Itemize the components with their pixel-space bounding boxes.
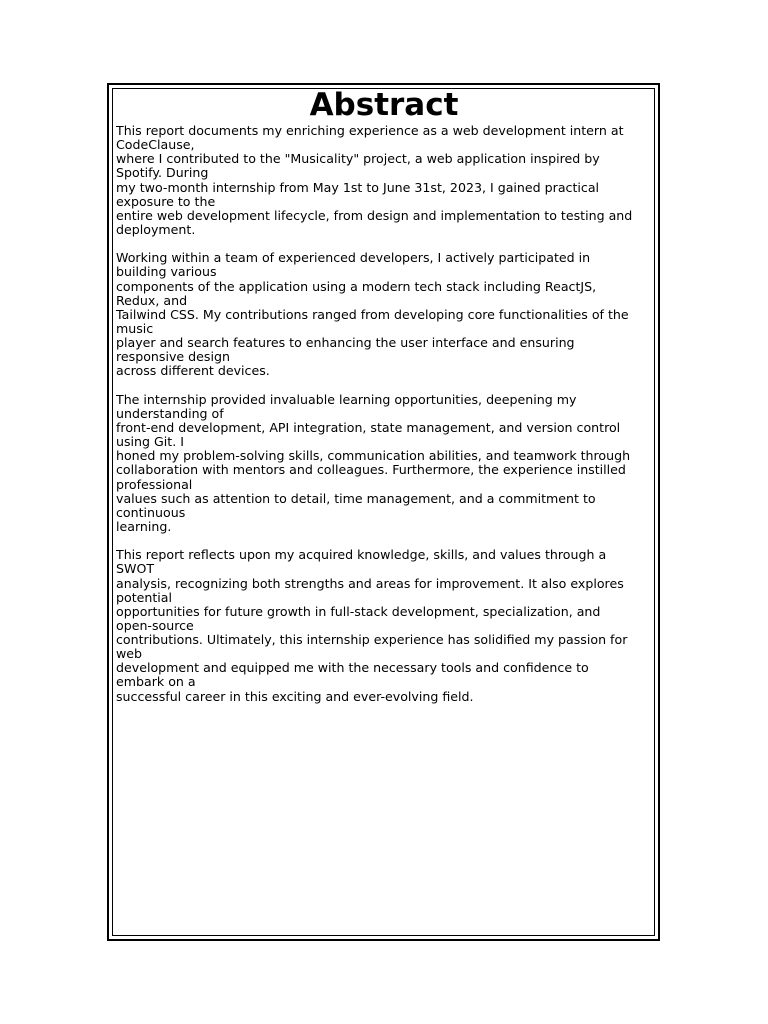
body-line: web bbox=[116, 646, 143, 662]
body-line: where I contributed to the "Musicality" project, a web application inspired by bbox=[116, 151, 600, 167]
body-line: values such as attention to detail, time management, and a commitment to bbox=[116, 490, 596, 506]
body-line: professional bbox=[116, 476, 193, 492]
body-line: components of the application using a modern tech stack including ReactJS, bbox=[116, 278, 597, 294]
body-line: continuous bbox=[116, 504, 186, 520]
body-line: my two-month internship from May 1st to June 31st, 2023, I gained practical bbox=[116, 179, 600, 195]
body-line: Working within a team of experienced developers, I actively participated in bbox=[116, 250, 591, 266]
body-line: opportunities for future growth in full-stack development, specialization, and bbox=[116, 603, 601, 619]
body-line: understanding of bbox=[116, 405, 224, 421]
body-line: exposure to the bbox=[116, 193, 216, 209]
body-line: collaboration with mentors and colleagues. Furthermore, the experience instilled bbox=[116, 462, 626, 478]
body-line: successful career in this exciting and ever-evolving field. bbox=[116, 688, 474, 704]
body-line: Spotify. During bbox=[116, 165, 209, 181]
page-title: Abstract bbox=[309, 87, 459, 123]
body-line: CodeClause, bbox=[116, 137, 195, 153]
body-line: deployment. bbox=[116, 221, 196, 237]
body-line: This report reflects upon my acquired knowledge, skills, and values through a bbox=[116, 547, 607, 563]
body-line: responsive design bbox=[116, 349, 230, 365]
body-line: entire web development lifecycle, from design and implementation to testing and bbox=[116, 207, 633, 223]
body-line: This report documents my enriching experience as a web development intern at bbox=[116, 123, 624, 138]
paragraph-gap bbox=[116, 379, 652, 393]
body-line: player and search features to enhancing the user interface and ensuring bbox=[116, 335, 575, 351]
body-line: learning. bbox=[116, 518, 172, 534]
body-line: The internship provided invaluable learning opportunities, deepening my bbox=[116, 391, 577, 407]
body-line: embark on a bbox=[116, 674, 196, 690]
body-line: honed my problem-solving skills, communication abilities, and teamwork through bbox=[116, 448, 631, 464]
body-line: building various bbox=[116, 264, 217, 280]
body-line: using Git. I bbox=[116, 434, 184, 450]
paragraph-gap bbox=[116, 237, 652, 251]
abstract-body bbox=[116, 124, 652, 704]
body-line: Redux, and bbox=[116, 292, 188, 308]
body-line: Tailwind CSS. My contributions ranged from developing core functionalities of the bbox=[116, 306, 629, 322]
body-line: analysis, recognizing both strengths and areas for improvement. It also explores bbox=[116, 575, 624, 591]
body-line: potential bbox=[116, 589, 173, 605]
body-line: front-end development, API integration, state management, and version control bbox=[116, 419, 621, 435]
body-line: music bbox=[116, 320, 154, 336]
paragraph-gap bbox=[116, 534, 652, 548]
body-line: contributions. Ultimately, this internship experience has solidified my passion for bbox=[116, 632, 628, 648]
body-line: across different devices. bbox=[116, 363, 270, 379]
body-line: open-source bbox=[116, 617, 194, 633]
body-line: development and equipped me with the necessary tools and confidence to bbox=[116, 660, 589, 676]
body-line: SWOT bbox=[116, 561, 155, 577]
document-content bbox=[116, 86, 652, 704]
